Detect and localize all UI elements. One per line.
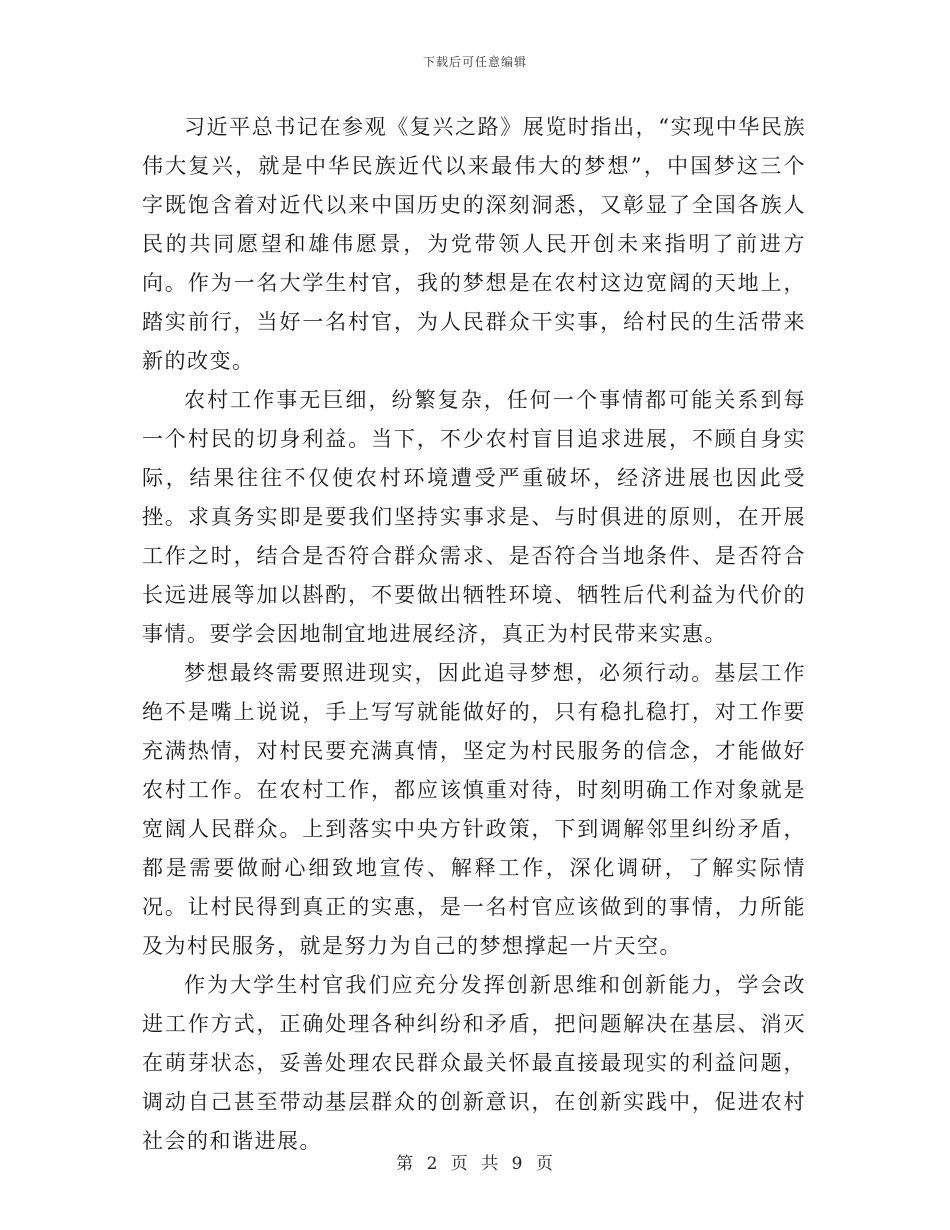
page-header: 下载后可任意编辑 — [422, 55, 527, 69]
document-body — [142, 108, 806, 1161]
footer-prefix: 第 — [396, 1154, 415, 1174]
page-footer — [0, 1149, 950, 1174]
footer-suffix: 页 — [535, 1154, 554, 1174]
paragraph-4: 作为大学生村官我们应充分发挥创新思维和创新能力，学会改进工作方式，正确处理各种纠纷和矛盾，把问题解决在基层、消灭在萌芽状态，妥善处理农民群众最关怀最直接最现实的利益问题，调动自己甚至带动基层群众的创新意识，在创新实践中，促进农村社会的和谐进展。 — [142, 973, 806, 1153]
footer-page-word: 页 — [450, 1154, 469, 1174]
paragraph-3: 梦想最终需要照进现实，因此追寻梦想，必须行动。基层工作绝不是嘴上说说，手上写写就能做好的，只有稳扎稳打，对工作要充满热情，对村民要充满真情，坚定为村民服务的信念，才能做好农村工作。在农村工作，都应该慎重对待，时刻明确工作对象就是宽阔人民群众。上到落实中央方针政策，下到调解邻里纠纷矛盾，都是需要做耐心细致地宣传、解释工作，深化调研，了解实际情况。让村民得到真正的实惠，是一名村官应该做到的事情，力所能及为村民服务，就是努力为自己的梦想撑起一片天空。 — [142, 661, 806, 958]
footer-current-page: 2 — [426, 1154, 439, 1174]
paragraph-1: 习近平总书记在参观《复兴之路》展览时指出，“实现中华民族伟大复兴，就是中华民族近代以来最伟大的梦想”，中国梦这三个字既饱含着对近代以来中国历史的深刻洞悉，又彰显了全国各族人民的共同愿望和雄伟愿景，为党带领人民开创未来指明了前进方向。作为一名大学生村官，我的梦想是在农村这边宽阔的天地上，踏实前行，当好一名村官，为人民群众干实事，给村民的生活带来新的改变。 — [142, 115, 806, 373]
footer-total-word: 共 — [481, 1154, 500, 1174]
footer-total-pages: 9 — [511, 1154, 524, 1174]
paragraph-2: 农村工作事无巨细，纷繁复杂，任何一个事情都可能关系到每一个村民的切身利益。当下，不少农村盲目追求进展，不顾自身实际，结果往往不仅使农村环境遭受严重破坏，经济进展也因此受挫。求真务实即是要我们坚持实事求是、与时俱进的原则，在开展工作之时，结合是否符合群众需求、是否符合当地条件、是否符合长远进展等加以斟酌，不要做出牺牲环境、牺牲后代利益为代价的事情。要学会因地制宜地进展经济，真正为村民带来实惠。 — [142, 388, 806, 646]
